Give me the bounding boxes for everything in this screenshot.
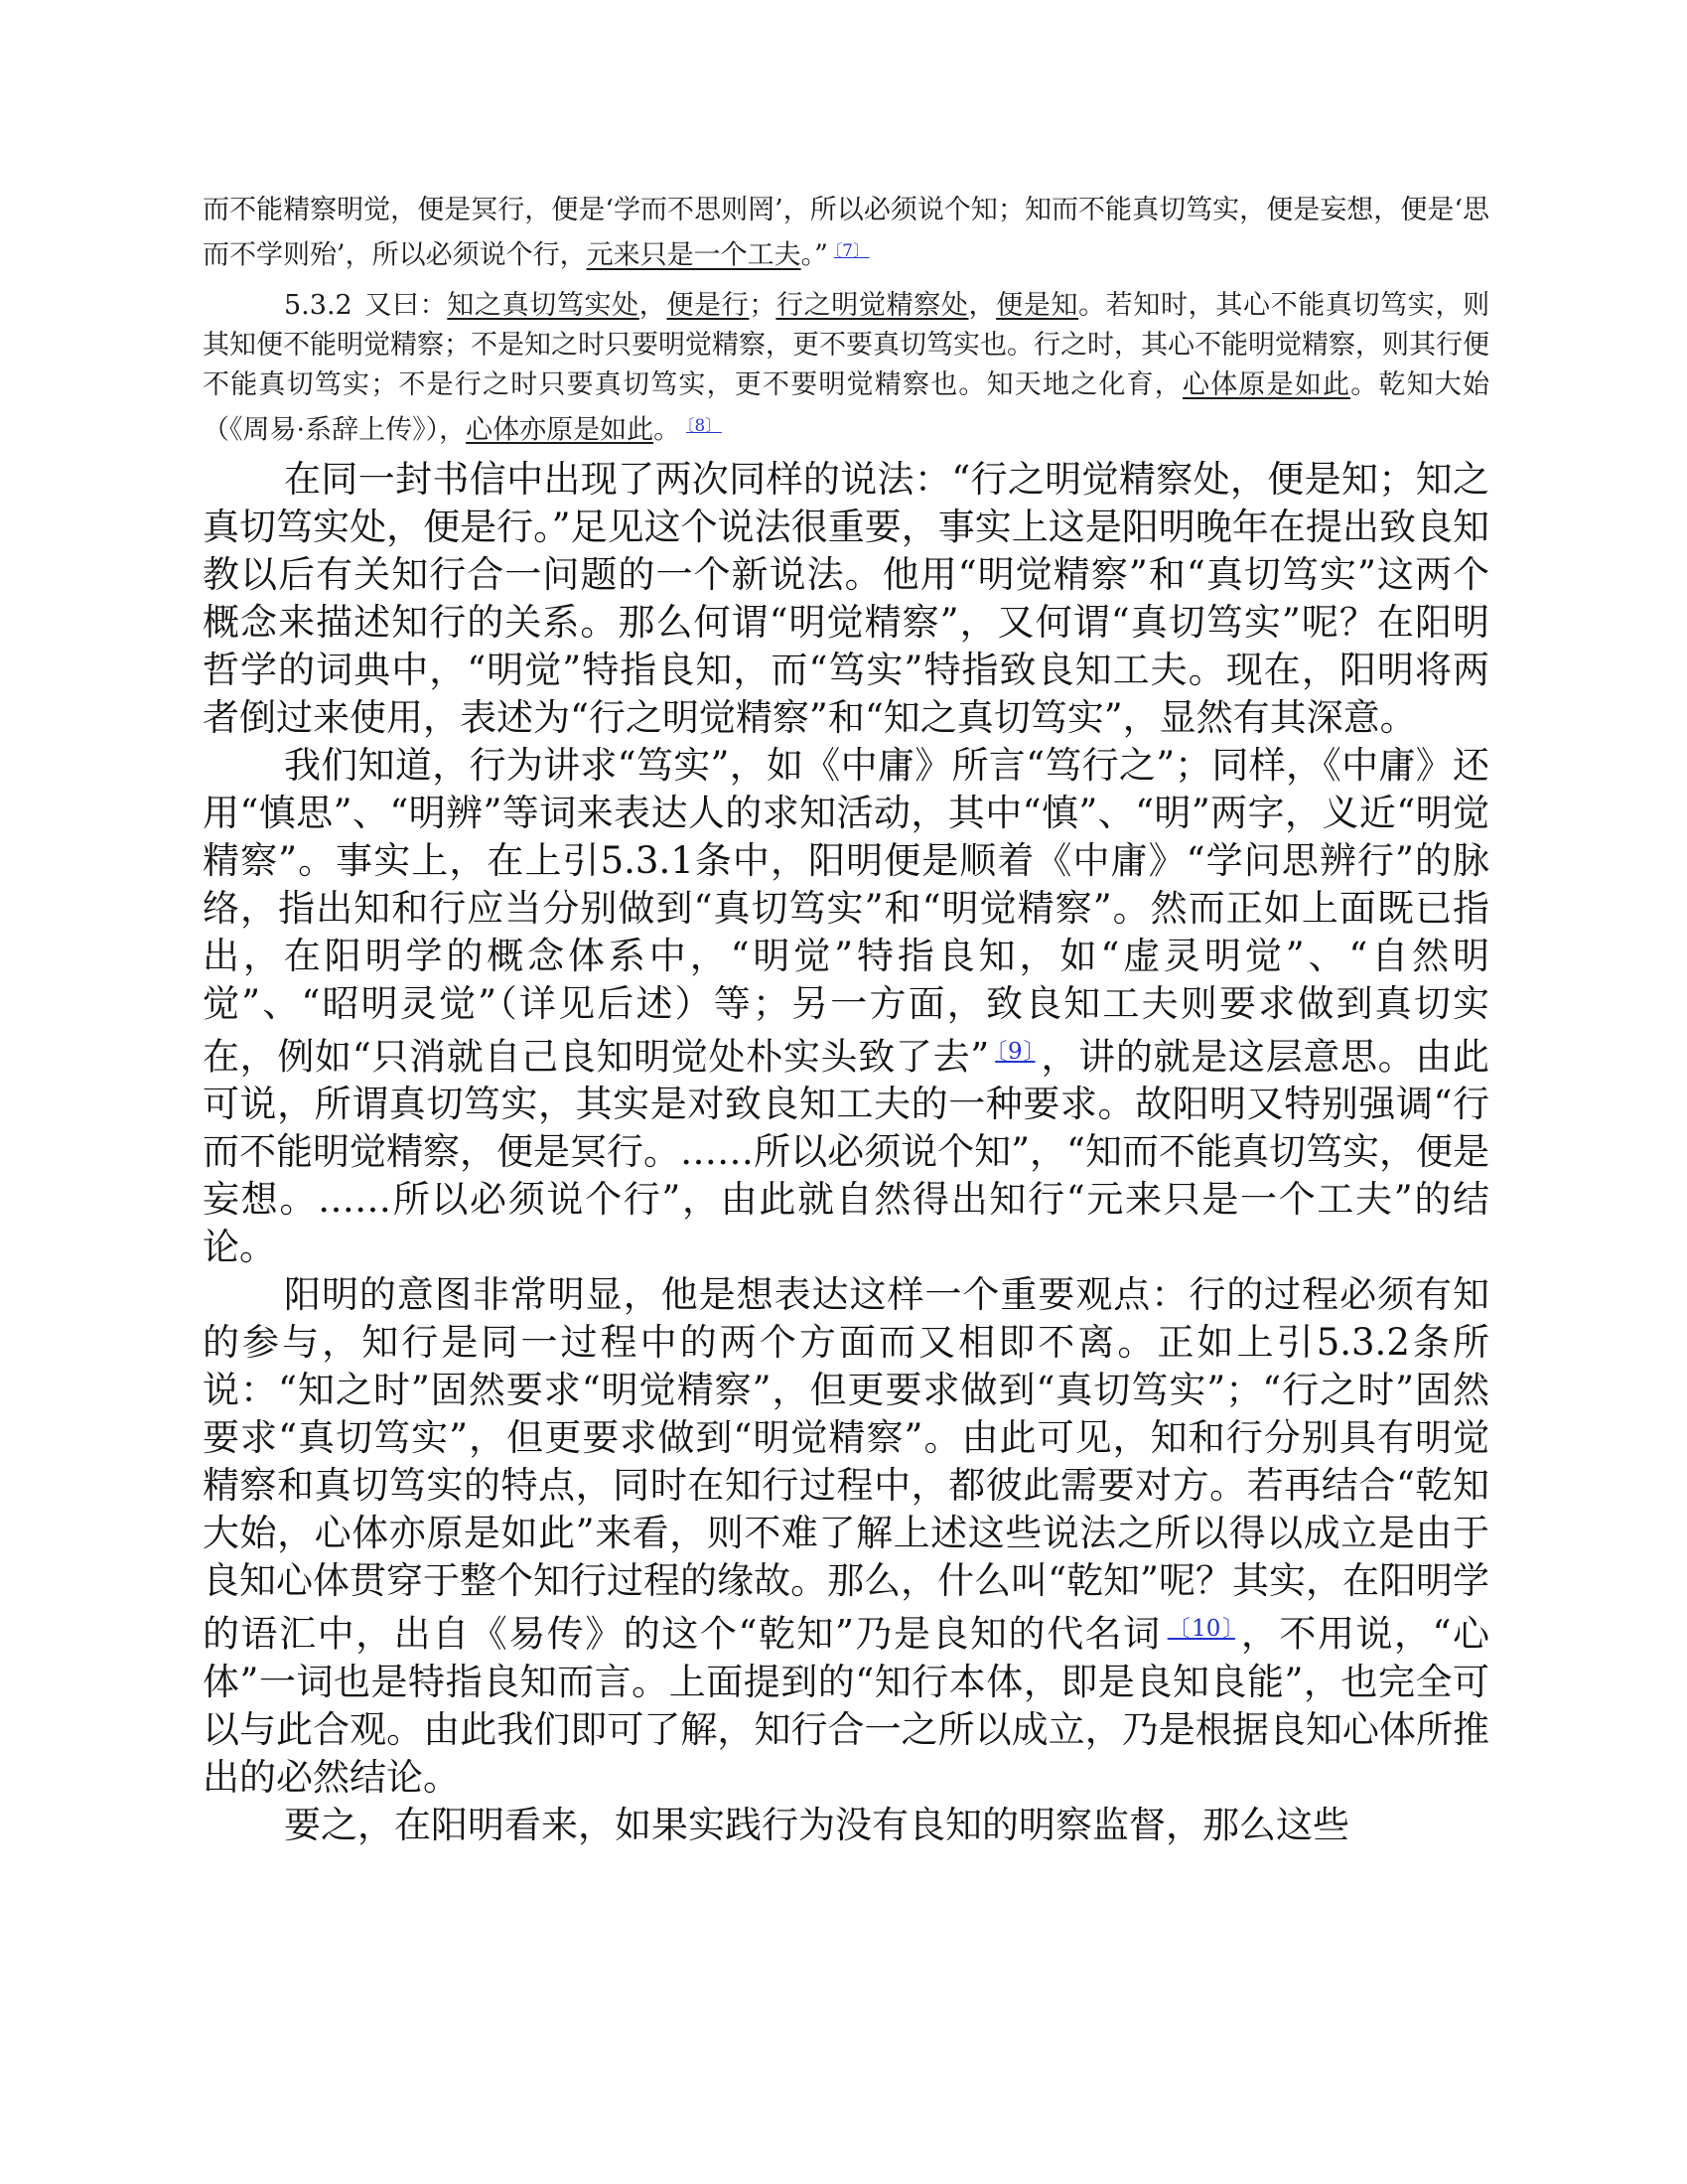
paragraph-1: 在同一封书信中出现了两次同样的说法：“行之明觉精察处，便是知；知之真切笃实处，便是行。”足见这个说法很重要，事实上这是阳明晚年在提出致良知教以后有关知行合一问题的一个新说法。他用“明觉精察”和“真切笃实”这两个概念来描述知行的关系。那么何谓“明觉精察”，又何谓“真切笃实”呢？在阳明哲学的词典中，“明觉”特指良知，而“笃实”特指致良知工夫。现在，阳明将两者倒过来使用，表述为“行之明觉精察”和“知之真切笃实”，显然有其深意。 xyxy=(203,458,1489,740)
paragraph-3: 阳明的意图非常明显，他是想表达这样一个重要观点：行的过程必须有知的参与，知行是同一过程中的两个方面而又相即不离。正如上引5.3.2条所说：“知之时”固然要求“明觉精察”，但更要求做到“真切笃实”；“行之时”固然要求“真切笃实”，但更要求做到“明觉精察”。由此可见，知和行分别具有明觉精察和真切笃实的特点，同时在知行过程中，都彼此需要对方。若再结合“乾知大始，心体亦原是如此”来看，则不难了解上述这些说法之所以得以成立是由于良知心体贯穿于整个知行过程的缘故。那么，什么叫“乾知”呢？其实，在阳明学的语汇中，出自《易传》的这个“乾知”乃是良知的代名词 $^{〔10〕}$ ，不用说，“心体”一词也是特指良知而言。上面提到的“知行本体，即是良知良能”，也完全可以与此合观。由此我们即可了解，知行合一之所以成立，乃是根据良知心体所推出的必然结论。 xyxy=(203,1273,1490,1799)
footnote-link-10[interactable]: 〔10〕 xyxy=(1167,1616,1235,1643)
underlined-phrase: 便是行 xyxy=(666,289,750,321)
underlined-phrase: 心体亦原是如此 xyxy=(466,414,654,446)
paragraph-2: 我们知道，行为讲求“笃实”，如《中庸》所言“笃行之”；同样，《中庸》还用“慎思”、“明辨”等词来表达人的求知活动，其中“慎”、“明”两字，义近“明觉精察”。事实上，在上引5.3.1条中，阳明便是顺着《中庸》“学问思辨行”的脉络，指出知和行应当分别做到“真切笃实”和“明觉精察”。然而正如上面既已指出，在阳明学的概念体系中，“明觉”特指良知，如“虚灵明觉”、“自然明觉”、“昭明灵觉”（详见后述）等；另一方面，致良知工夫则要求做到真切实在，例如“只消就自己良知明觉处朴实头致了去” $^{〔9〕}$ ，讲的就是这层意思。由此可说，所谓真切笃实，其实是对致良知工夫的一种要求。故阳明又特别强调“行而不能明觉精察，便是冥行。……所以必须说个知”，“知而不能真切笃实，便是妄想。……所以必须说个行”，由此就自然得出知行“元来只是一个工夫”的结论。 xyxy=(203,744,1489,1269)
underlined-phrase: 元来只是一个工夫 xyxy=(586,239,801,271)
quote-number: 5.3.2 xyxy=(284,289,352,321)
underlined-phrase: 心体原是如此 xyxy=(1183,368,1351,400)
paragraph-4: 要之，在阳明看来，如果实践行为没有良知的明察监督，那么这些 xyxy=(284,1803,1349,1846)
footnote-link-9[interactable]: 〔9〕 xyxy=(995,1039,1036,1066)
underlined-phrase: 知之真切笃实处 xyxy=(447,289,639,321)
footnote-link-8[interactable]: 〔8〕 xyxy=(686,414,722,435)
underlined-phrase: 便是知 xyxy=(996,289,1079,321)
footnote-link-7[interactable]: 〔7〕 xyxy=(833,240,870,260)
block-quote-continuation: 而不能精察明觉，便是冥行，便是‘学而不思则罔’，所以必须说个知；知而不能真切笃实，便是妄想，便是‘思而不学则殆’，所以必须说个行，元来只是一个工夫。” $^{〔7〕}$ xyxy=(203,195,1489,271)
underlined-phrase: 行之明觉精察处 xyxy=(775,289,969,321)
text-body xyxy=(203,191,1489,1849)
block-quote-5-3-2: 5.3.2 又曰：知之真切笃实处，便是行；行之明觉精察处，便是知。若知时，其心不能真切笃实，则其知便不能明觉精察；不是知之时只要明觉精察，更不要真切笃实也。行之时，其心不能明觉精察，则其行便不能真切笃实；不是行之时只要真切笃实，更不要明觉精察也。知天地之化育，心体原是如此。乾知大始（《周易·系辞上传》），心体亦原是如此。 $^{〔8〕}$ xyxy=(203,289,1490,446)
